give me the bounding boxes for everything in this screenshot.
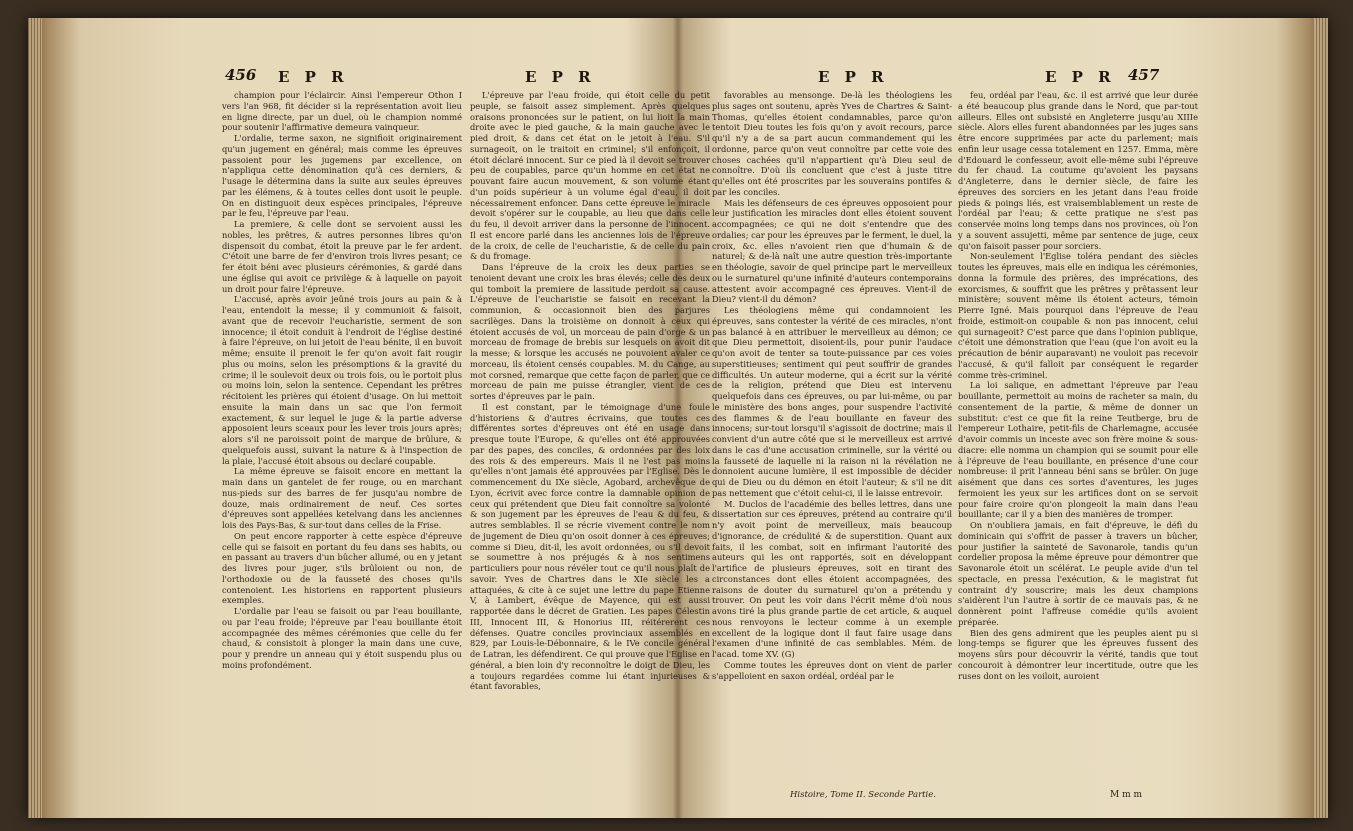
paragraph: On n'oubliera jamais, en fait d'épreuve, le défi du dominicain qui s'offrit de passer à travers un bûcher, pour justifier la sainteté de Savonarole, tandis qu'un cordelier proposa la même épreuve pour démontrer que Savonarole étoit un scélérat. Le peuple avide d'un tel spectacle, en pressa l'exécution, & le magistrat fut contraint d'y souscrire; mais les deux champions s'aidèrent l'un l'autre à sortir de ce mauvais pas, & ne donnèrent point l'affreuse comédie qu'ils avoient préparée.: [958, 520, 1198, 627]
right-header-left: E P R: [818, 68, 889, 86]
paragraph: On peut encore rapporter à cette espèce d'épreuve celle qui se faisoit en portant du feu dans ses habits, ou en passant au travers d'un bûcher allumé, ou en y jetant des livres pour juger, s'ils brûloient ou non, de l'orthodoxie ou de la fausseté des choses qu'ils contenoient. Les historiens en rapportent plusieurs exemples.: [222, 530, 462, 606]
paragraph: Dans l'épreuve de la croix les deux parties se tenoient devant une croix les bras élevés; celle des deux qui tomboit la premiere de lassitude perdoit sa cause. L'épreuve de l'eucharistie se faisoit en recevant la communion, & occasionnoit bien des parjures sacrilèges. Dans la troisième on donnoit à ceux qui étoient accusés de vol, un morceau de pain d'orge & un morceau de fromage de brebis sur lesquels on avoit dit la messe; & lorsque les accusés ne pouvoient avaler ce morceau, ils étoient censés coupables. M. du Cange, au mot corsned, remarque que cette façon de parler, que ce morceau de pain me puisse étrangler, vient de ces sortes d'épreuves par le pain.: [470, 262, 710, 401]
paragraph: M. Duclos de l'académie des belles lettres, dans une dissertation sur ces épreuves, prétend au contraire qu'il n'y avoit point de merveilleux, mais beaucoup d'ignorance, de crédulité & de superstition. Quant aux faits, il les combat, soit en infirmant l'autorité des auteurs qui les ont rapportés, soit en développant l'artifice de plusieurs épreuves, soit en tirant des circonstances dont elles étoient accompagnées, des raisons de douter du surnaturel qu'on a prétendu y trouver. On peut les voir dans l'écrit même d'où nous avons tiré la plus grande partie de cet article, & auquel nous renvoyons le lecteur comme à un exemple excellent de la logique dont il faut faire usage dans l'examen d'une infinité de cas semblables. Mém. de l'acad. tome XV. (G): [712, 498, 952, 659]
paragraph: Mais les défenseurs de ces épreuves opposoient pour leur justification les miracles dont elles étoient souvent accompagnées; ce qui ne doit s'entendre que des ordalies; car pour les épreuves par le ferment, le duel, la croix, &c. elles n'avoient rien que d'humain & de naturel; & de-là naît une autre question très-importante en théologie, savoir de quel principe part le merveilleux ou le surnaturel qu'une infinité d'auteurs contemporains attestent avoir accompagné ces épreuves. Vient-il de Dieu? vient-il du démon?: [712, 197, 952, 305]
right-header-right: E P R: [1045, 68, 1116, 86]
left-page-column-2: [470, 90, 710, 780]
right-page-column-2: [958, 90, 1198, 770]
paragraph: La même épreuve se faisoit encore en mettant la main dans un gantelet de fer rouge, ou en marchant nus-pieds sur des barres de fer jusqu'au nombre de douze, mais ordinairement de neuf. Ces sortes d'épreuves sont appellées ketelvang dans les anciennes lois des Pays-Bas, & sur-tout dans celles de la Frise.: [222, 466, 462, 530]
paragraph: Comme toutes les épreuves dont on vient de parler s'appelloient en saxon ordéal, ordéal par le: [712, 659, 952, 681]
page-edges-right: [1314, 18, 1328, 818]
paragraph: feu, ordéal par l'eau, &c. il est arrivé que leur durée a été beaucoup plus grande dans le Nord, que par-tout ailleurs. Elles ont subsisté en Angleterre jusqu'au XIIIe siècle. Alors elles furent abandonnées par les juges sans être encore supprimées par acte du parlement; mais enfin leur usage cessa totalement en 1257. Emma, mère d'Edouard le confesseur, avoit elle-même subi l'épreuve du fer chaud. La coutume qu'avoient les paysans d'Angleterre, dans le dernier siècle, de faire les épreuves des sorciers en les jetant dans l'eau froide pieds & poings liés, est vraisemblablement un reste de l'ordéal par l'eau; & cette pratique ne s'est pas conservée moins long temps dans nos provinces, où l'on y a souvent assujetti, même par sentence de juge, ceux qu'on faisoit passer pour sorciers.: [958, 90, 1198, 251]
right-page-column-1: [712, 90, 952, 780]
paragraph: L'ordalie par l'eau se faisoit ou par l'eau bouillante, ou par l'eau froide; l'épreuve par l'eau bouillante étoit accompagnée des mêmes cérémonies que celle du fer chaud, & consistoit à plonger la main dans une cuve, pour y prendre un anneau qui y étoit suspendu plus ou moins profondément.: [222, 606, 462, 670]
paragraph: Il est constant, par le témoignage d'une foule d'historiens & d'autres écrivains, que toutes ces différentes sortes d'épreuves ont été en usage dans presque toute l'Europe, & qu'elles ont été approuvées par des papes, des conciles, & ordonnées par des loix des rois & des empereurs. Mais il ne l'est pas moins qu'elles n'ont jamais été approuvées par l'Eglise. Dès le commencement du IXe siècle, Agobard, archevêque de Lyon, écrivit avec force contre la damnable opinion de ceux qui prétendent que Dieu fait connoître sa volonté & son jugement par les épreuves de l'eau & du feu, & autres semblables. Il se récrie vivement contre le nom de jugement de Dieu qu'on osoit donner à ces épreuves; comme si Dieu, dit-il, les avoit ordonnées, ou s'il devoit se soumettre à nos préjugés & à nos sentimens particuliers pour nous révéler tout ce qu'il nous plaît de savoir. Yves de Chartres dans le XIe siècle les a attaquées, & cite à ce sujet une lettre du pape Etienne V, à Lambert, évêque de Mayence, qui est aussi rapportée dans le décret de Gratien. Les papes Célestin III, Innocent III, & Honorius III, réitérerent ces défenses. Quatre conciles provinciaux assemblés en 829, par Louis-le-Débonnaire, & le IVe concile général de Latran, les défendirent. Ce qui prouve que l'Eglise en général, a bien loin d'y reconnoître le doigt de Dieu, les a toujours regardées comme lui étant injurieuses & étant favorables,: [470, 401, 710, 692]
paragraph: La premiere, & celle dont se servoient aussi les nobles, les prêtres, & autres personnes libres qu'on dispensoit du combat, étoit la preuve par le fer ardent. C'étoit une barre de fer d'environ trois livres pesant; ce fer étoit béni avec plusieurs cérémonies, & gardé dans une église qui avoit ce privilège & à laquelle on payoit un droit pour faire l'épreuve.: [222, 219, 462, 294]
paragraph: favorables au mensonge. De-là les théologiens les plus sages ont soutenu, après Yves de Chartres & Saint-Thomas, qu'elles étoient condamnables, parce qu'on tentoit Dieu toutes les fois qu'on y avoit recours, parce qu'il n'y a de sa part aucun commandement qui les ordonne, parce qu'on veut connoître par cette voie des choses cachées qu'il n'appartient qu'à Dieu seul de connoître. D'où ils concluent que c'est à juste titre qu'elles ont été proscrites par les souverains pontifes & par les conciles.: [712, 90, 952, 197]
footer-volume-title: Histoire, Tome II. Seconde Partie.: [790, 790, 936, 800]
left-page-number: 456: [225, 66, 257, 84]
page-edges-left: [28, 18, 42, 818]
paragraph: Non-seulement l'Eglise toléra pendant des siècles toutes les épreuves, mais elle en indiqua les cérémonies, donna la formule des prières, des imprécations, des exorcismes, & souffrit que les prêtres y prêtassent leur ministère; souvent même ils étoient acteurs, témoin Pierre Igné. Mais pourquoi dans l'épreuve de l'eau froide, estimoit-on coupable & non pas innocent, celui qui surnageoit? C'est parce que dans l'opinion publique, c'étoit une démonstration que l'eau (que l'on avoit eu la précaution de bénir auparavant) ne vouloit pas recevoir l'accusé, & qu'il falloit par conséquent le regarder comme très-criminel.: [958, 251, 1198, 380]
paragraph: Bien des gens admirent que les peuples aient pu si long-temps se figurer que les épreuves fussent des moyens sûrs pour découvrir la vérité, tandis que tout concouroit à démontrer leur incertitude, outre que les ruses dont on les voiloit, auroient: [958, 627, 1198, 681]
left-header-left: E P R: [278, 68, 349, 86]
paragraph: L'ordalie, terme saxon, ne signifioit originairement qu'un jugement en général; mais comme les épreuves passoient pour les jugemens par excellence, on n'appliqua cette dénomination qu'à ces derniers, & l'usage le détermina dans la suite aux seules épreuves par les élémens, & à toutes celles dont usoit le peuple. On en distinguoit deux espèces principales, l'épreuve par le feu, l'épreuve par l'eau.: [222, 133, 462, 219]
paragraph: champion pour l'éclaircir. Ainsi l'empereur Othon I vers l'an 968, fit décider si la représentation avoit lieu en ligne directe, par un duel, où le champion nommé pour soutenir l'affirmative demeura vainqueur.: [222, 90, 462, 133]
paragraph: Les théologiens même qui condamnoient les épreuves, sans contester la vérité de ces miracles, n'ont pas balancé à en attribuer le merveilleux au démon; ce que Dieu permettoit, disoient-ils, pour punir l'audace qu'on avoit de tenter sa toute-puissance par ces voies superstitieuses; sentiment qui peut souffrir de grandes difficultés. Un auteur moderne, qui a écrit sur la vérité de la religion, prétend que Dieu est intervenu quelquefois dans ces épreuves, ou par lui-même, ou par le ministère des bons anges, pour suspendre l'activité des flammes & de l'eau bouillante en faveur des innocens; sur-tout lorsqu'il s'agissoit de doctrine; mais il convient d'un autre côté que si le merveilleux est arrivé dans le cas d'une accusation criminelle, sur la vérité ou la fausseté de laquelle ni la raison ni la révélation ne donnoient aucune lumière, il est impossible de décider qui de Dieu ou du démon en étoit l'auteur; & s'il ne dit pas nettement que c'étoit celui-ci, il le laisse entrevoir.: [712, 305, 952, 498]
signature-mark: M m m: [1110, 790, 1143, 800]
left-header-right: E P R: [525, 68, 596, 86]
left-page-column-1: [222, 90, 462, 780]
paragraph: L'épreuve par l'eau froide, qui étoit celle du petit peuple, se faisoit assez simplement. Après quelques oraisons prononcées sur le patient, on lui lioit la main droite avec le pied gauche, & la main gauche avec le pied droit, & dans cet état on le jetoit à l'eau. S'il surnageoit, on le traitoit en criminel; s'il enfonçoit, il étoit déclaré innocent. Sur ce pied là il devoit se trouver peu de coupables, parce qu'un homme en cet état ne pouvant faire aucun mouvement, & son volume étant d'un poids supérieur à un volume égal d'eau, il doit nécessairement enfoncer. Dans cette épreuve le miracle devoit s'opérer sur le coupable, au lieu que dans celle du feu, il devoit arriver dans la personne de l'innocent. Il est encore parlé dans les anciennes lois de l'épreuve de la croix, de celle de l'eucharistie, & de celle du pain & du fromage.: [470, 90, 710, 262]
paragraph: L'accusé, après avoir jeûné trois jours au pain & à l'eau, entendoit la messe; il y communioit & faisoit, avant que de recevoir l'eucharistie, serment de son innocence; il étoit conduit à l'endroit de l'église destiné à faire l'épreuve, on lui jetoit de l'eau bénite, il en buvoit même; ensuite il prenoit le fer qu'on avoit fait rougir plus ou moins, selon les présomptions & la gravité du crime; il le soulevoit deux ou trois fois, ou le portoit plus ou moins loin, selon la sentence. Cependant les prêtres récitoient les prières qui étoient d'usage. On lui mettoit ensuite la main dans un sac que l'on fermoit exactement, & sur lequel le juge & la partie adverse apposoient leurs sceaux pour les lever trois jours après; alors s'il ne paroissoit point de marque de brûlure, & quelquefois aussi, suivant la nature & à l'inspection de la plaie, l'accusé étoit absous ou declaré coupable.: [222, 294, 462, 466]
right-page-number: 457: [1128, 66, 1160, 84]
paragraph: La loi salique, en admettant l'épreuve par l'eau bouillante, permettoit au moins de racheter sa main, du consentement de la partie, & même de donner un substitut: c'est ce que fit la reine Teutberge, bru de l'empereur Lothaire, petit-fils de Charlemagne, accusée d'avoir commis un inceste avec son frère moine & sous-diacre: elle nomma un champion qui se soumit pour elle à l'épreuve de l'eau bouillante, en présence d'une cour nombreuse: il prit l'anneau béni sans se brûler. On juge aisément que dans ces sortes d'aventures, les juges fermoient les yeux sur les artifices dont on se servoit pour faire croire qu'on plongeoit la main dans l'eau bouillante; car il y a bien des manières de tromper.: [958, 380, 1198, 520]
